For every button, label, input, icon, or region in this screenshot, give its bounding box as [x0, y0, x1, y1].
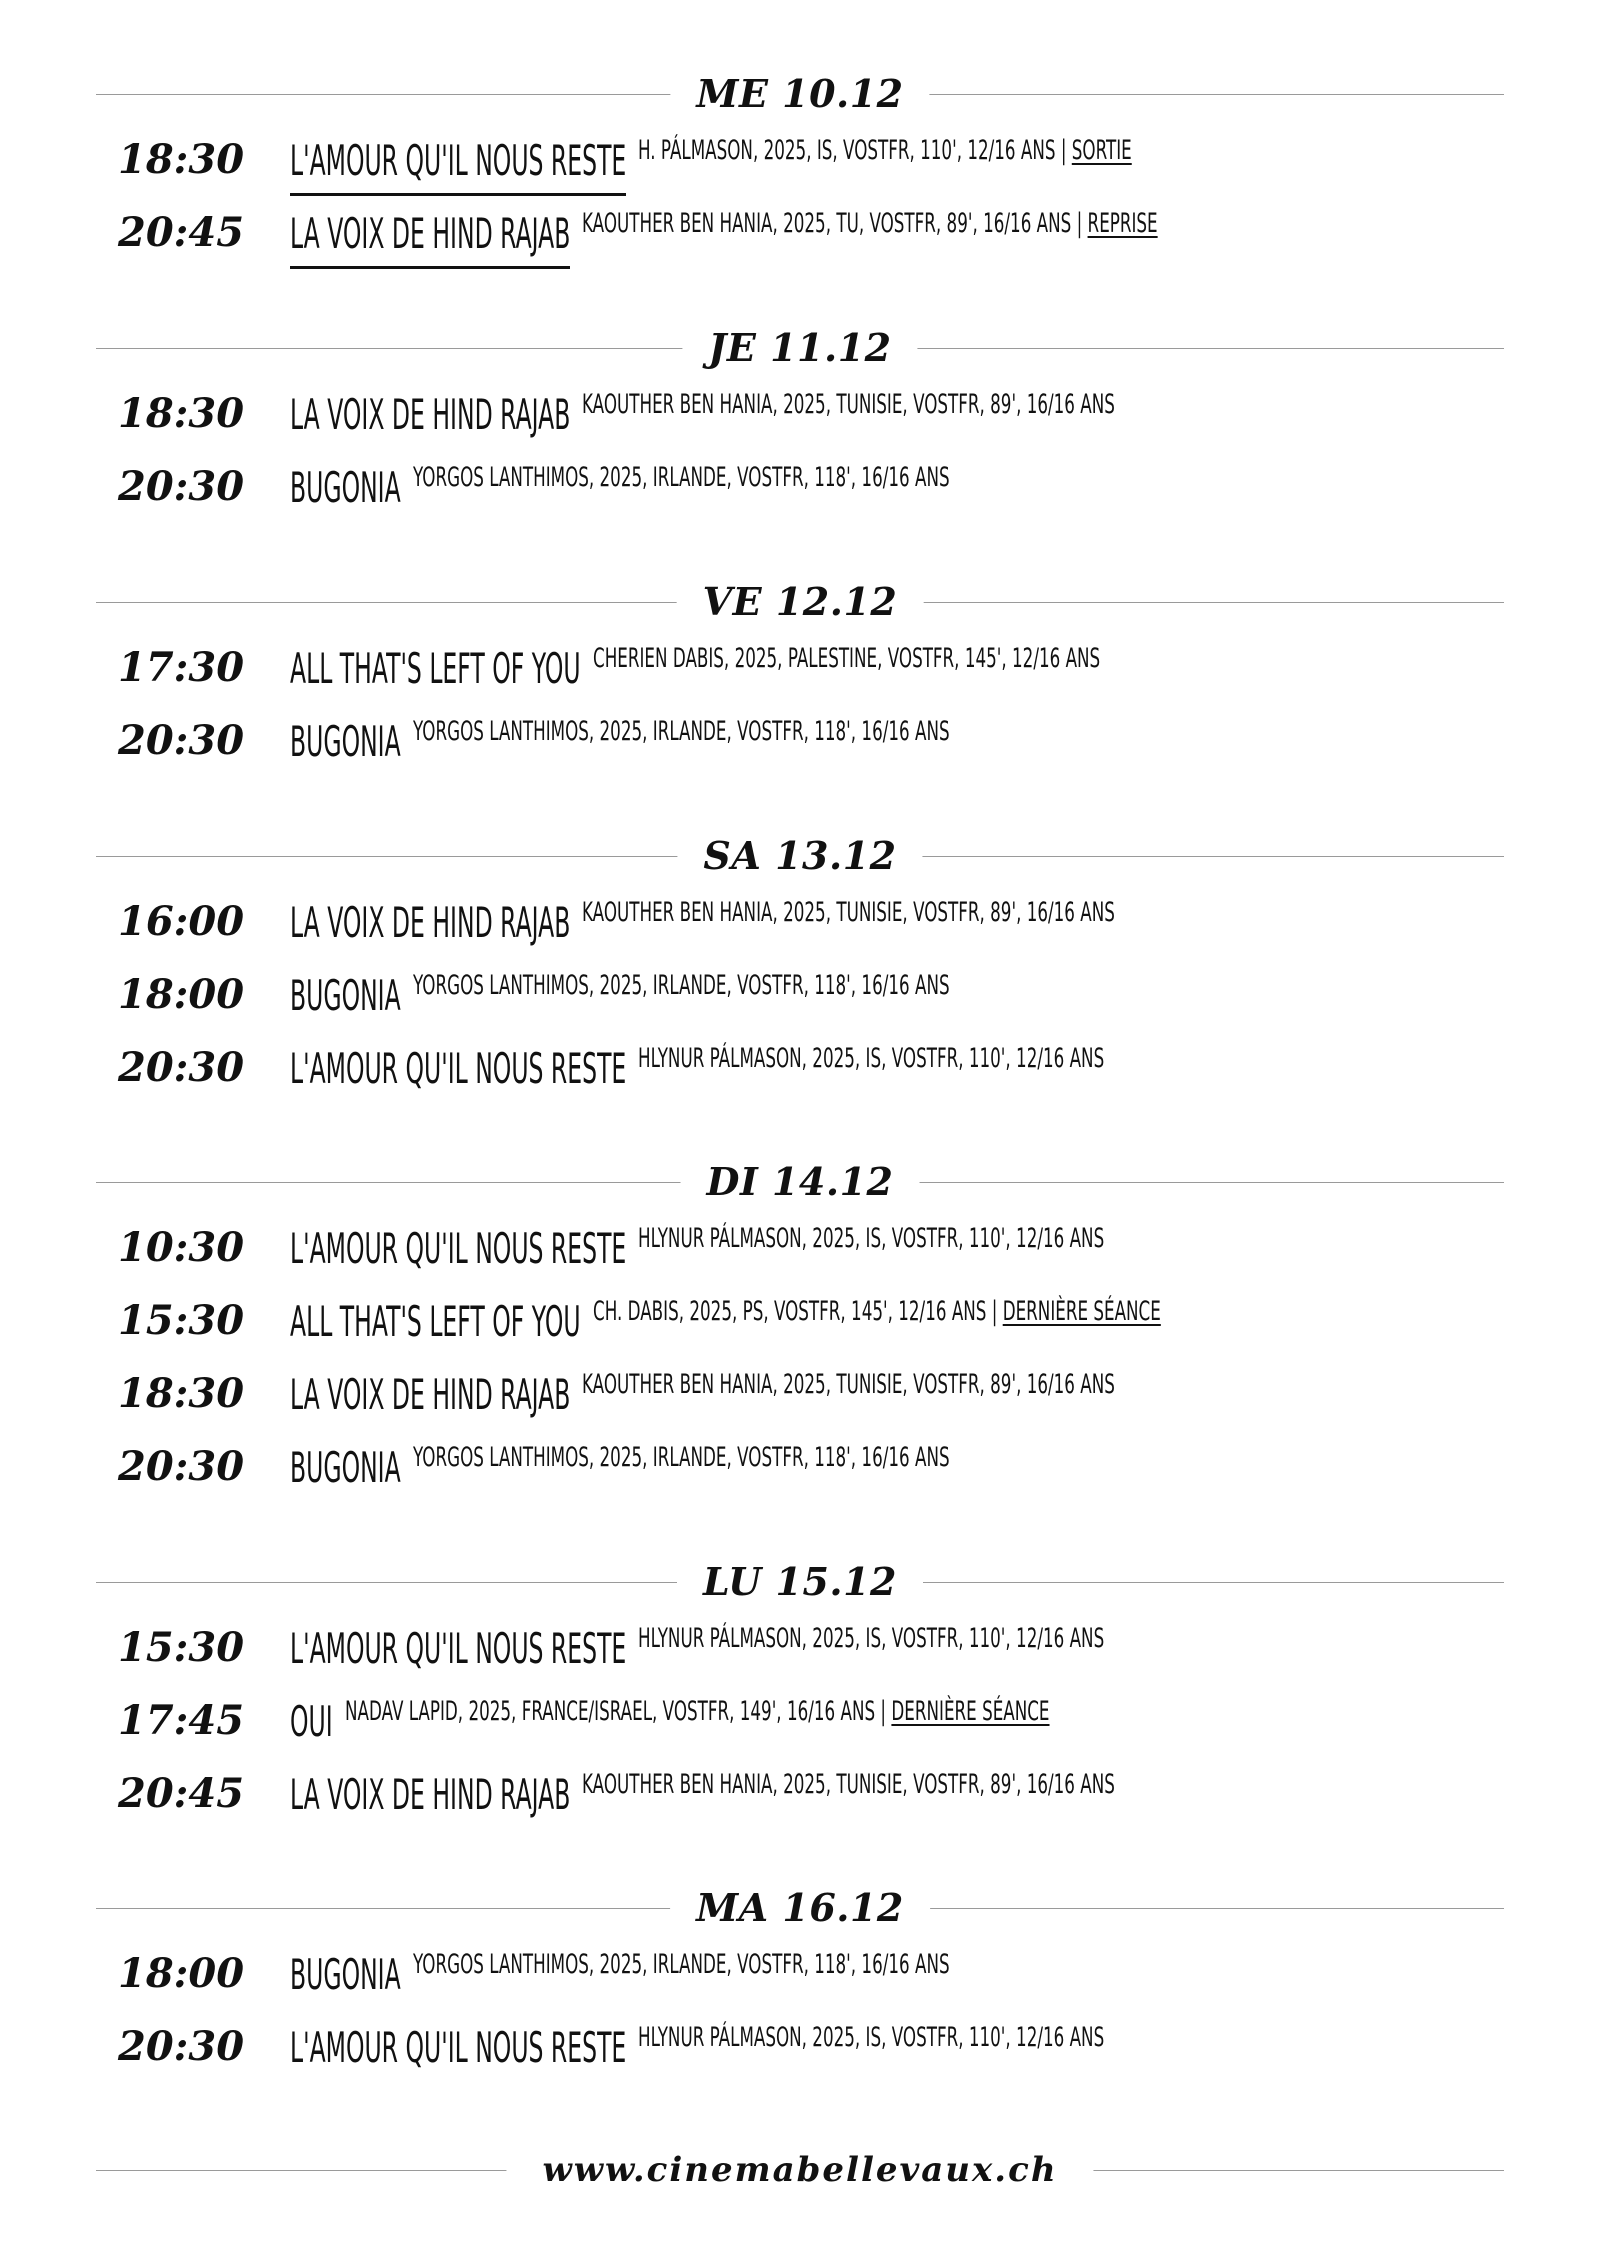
screening-row — [0, 451, 1600, 524]
film-title-box — [290, 1040, 626, 1102]
screening-row — [0, 197, 1600, 270]
film-meta: KAOUTHER BEN HANIA, 2025, TUNISIE, VOSTFR, 89', 16/16 ANS — [582, 389, 1116, 420]
film-meta — [593, 1295, 1161, 1329]
day-block — [0, 1152, 1600, 1504]
film-meta: CHERIEN DABIS, 2025, PALESTINE, VOSTFR, 145', 12/16 ANS — [592, 643, 1100, 674]
film-meta-box — [582, 1368, 1115, 1408]
screening-time: 18:30 — [118, 390, 245, 437]
film-title-box[interactable] — [290, 132, 626, 194]
film-title-box — [290, 386, 570, 448]
film-meta-box — [413, 1948, 950, 1988]
film-title-box — [290, 967, 401, 1029]
film-line — [290, 2019, 1105, 2081]
film-meta-text: KAOUTHER BEN HANIA, 2025, TU, VOSTFR, 89', 16/16 ANS | — [582, 208, 1083, 239]
film-title: L'AMOUR QU'IL NOUS RESTE — [290, 1044, 627, 1093]
film-title: OUI — [290, 1697, 333, 1746]
film-meta-text: NADAV LAPID, 2025, FRANCE/ISRAEL, VOSTFR, 149', 16/16 ANS | — [344, 1696, 886, 1727]
film-meta: YORGOS LANTHIMOS, 2025, IRLANDE, VOSTFR, 118', 16/16 ANS — [412, 1442, 950, 1473]
film-meta-box — [345, 1695, 1050, 1735]
film-meta: HLYNUR PÁLMASON, 2025, IS, VOSTFR, 110', 12/16 ANS — [638, 1043, 1105, 1074]
footer — [0, 2140, 1600, 2200]
film-title: L'AMOUR QU'IL NOUS RESTE — [290, 1224, 627, 1273]
screening-time: 20:30 — [118, 463, 245, 510]
film-title-box — [290, 2019, 626, 2081]
film-line — [290, 205, 1158, 267]
film-meta-box — [582, 207, 1158, 247]
screening-note[interactable]: SORTIE — [1072, 135, 1133, 166]
screening-row — [0, 886, 1600, 959]
film-title-box — [290, 894, 570, 956]
film-line — [290, 1040, 1105, 1102]
film-meta — [638, 134, 1132, 168]
film-meta-box — [413, 715, 950, 755]
screening-row — [0, 1358, 1600, 1431]
film-title: L'AMOUR QU'IL NOUS RESTE — [290, 1624, 627, 1673]
film-meta-box — [638, 2021, 1104, 2061]
film-meta-text: CH. DABIS, 2025, PS, VOSTFR, 145', 12/16 ANS | — [592, 1296, 997, 1327]
screening-time: 20:30 — [118, 2023, 245, 2070]
film-title-box — [290, 1293, 581, 1355]
film-title[interactable]: LA VOIX DE HIND RAJAB — [290, 209, 571, 258]
film-meta: YORGOS LANTHIMOS, 2025, IRLANDE, VOSTFR, 118', 16/16 ANS — [412, 970, 950, 1001]
screening-time: 20:30 — [118, 1044, 245, 1091]
film-title-box — [290, 1439, 401, 1501]
screening-row — [0, 959, 1600, 1032]
film-line — [290, 1693, 1049, 1755]
film-meta: KAOUTHER BEN HANIA, 2025, TUNISIE, VOSTFR, 89', 16/16 ANS — [582, 1369, 1116, 1400]
film-meta — [345, 1695, 1050, 1729]
film-line — [290, 459, 949, 521]
film-line — [290, 1293, 1160, 1355]
screening-row — [0, 1938, 1600, 2011]
screening-row — [0, 1285, 1600, 1358]
film-meta: YORGOS LANTHIMOS, 2025, IRLANDE, VOSTFR, 118', 16/16 ANS — [412, 716, 950, 747]
website-link[interactable]: www.cinemabellevaux.ch — [506, 2140, 1093, 2200]
screening-note[interactable]: DERNIÈRE SÉANCE — [1002, 1296, 1161, 1327]
screening-row — [0, 632, 1600, 705]
film-meta: YORGOS LANTHIMOS, 2025, IRLANDE, VOSTFR, 118', 16/16 ANS — [412, 462, 950, 493]
day-block — [0, 1878, 1600, 2084]
film-title-box — [290, 1693, 333, 1755]
film-title: LA VOIX DE HIND RAJAB — [290, 898, 571, 947]
screening-row — [0, 1032, 1600, 1105]
film-line — [290, 1766, 1115, 1828]
film-meta-box — [638, 1222, 1104, 1262]
film-title-box — [290, 459, 401, 521]
film-line — [290, 1946, 949, 2008]
day-header — [0, 1552, 1600, 1612]
day-block — [0, 318, 1600, 524]
film-title: BUGONIA — [290, 717, 401, 766]
film-meta-box — [638, 134, 1132, 174]
day-header — [0, 1152, 1600, 1212]
day-header — [0, 1878, 1600, 1938]
film-meta-box — [638, 1622, 1104, 1662]
film-line — [290, 132, 1132, 194]
film-title-box — [290, 1620, 626, 1682]
screening-time: 20:30 — [118, 1443, 245, 1490]
film-title: LA VOIX DE HIND RAJAB — [290, 1370, 571, 1419]
film-meta: HLYNUR PÁLMASON, 2025, IS, VOSTFR, 110', 12/16 ANS — [638, 2022, 1105, 2053]
screening-time: 18:00 — [118, 1950, 245, 1997]
film-title: LA VOIX DE HIND RAJAB — [290, 1770, 571, 1819]
film-title: ALL THAT'S LEFT OF YOU — [290, 644, 581, 693]
screening-time: 17:45 — [118, 1697, 245, 1744]
film-line — [290, 1220, 1105, 1282]
screening-time: 15:30 — [118, 1624, 245, 1671]
film-line — [290, 713, 949, 775]
film-meta: YORGOS LANTHIMOS, 2025, IRLANDE, VOSTFR, 118', 16/16 ANS — [412, 1949, 950, 1980]
screening-time: 20:45 — [118, 209, 245, 256]
screening-time: 17:30 — [118, 644, 245, 691]
day-label: JE 11.12 — [682, 318, 917, 378]
film-title: L'AMOUR QU'IL NOUS RESTE — [290, 2023, 627, 2072]
film-title-box — [290, 1220, 626, 1282]
film-title-box — [290, 1366, 570, 1428]
film-title-box[interactable] — [290, 205, 570, 267]
film-line — [290, 386, 1115, 448]
film-meta: KAOUTHER BEN HANIA, 2025, TUNISIE, VOSTFR, 89', 16/16 ANS — [582, 897, 1116, 928]
screening-row — [0, 1758, 1600, 1831]
day-label: SA 13.12 — [677, 826, 922, 886]
day-header — [0, 64, 1600, 124]
screening-time: 15:30 — [118, 1297, 245, 1344]
screening-note[interactable]: DERNIÈRE SÉANCE — [891, 1696, 1050, 1727]
film-title[interactable]: L'AMOUR QU'IL NOUS RESTE — [290, 136, 627, 185]
film-meta-box — [413, 969, 950, 1009]
screening-time: 20:45 — [118, 1770, 245, 1817]
film-title: BUGONIA — [290, 463, 401, 512]
film-meta-box — [413, 1441, 950, 1481]
day-label: ME 10.12 — [670, 64, 929, 124]
screening-note[interactable]: REPRISE — [1087, 208, 1159, 239]
screening-row — [0, 2011, 1600, 2084]
screening-row — [0, 1685, 1600, 1758]
film-meta-box — [582, 1768, 1115, 1808]
film-meta-box — [638, 1042, 1104, 1082]
film-line — [290, 1439, 949, 1501]
film-meta-text: H. PÁLMASON, 2025, IS, VOSTFR, 110', 12/16 ANS | — [638, 135, 1067, 166]
screening-row — [0, 705, 1600, 778]
screening-time: 18:30 — [118, 136, 245, 183]
film-title: BUGONIA — [290, 1950, 401, 1999]
film-title: ALL THAT'S LEFT OF YOU — [290, 1297, 581, 1346]
film-title: BUGONIA — [290, 1443, 401, 1492]
film-line — [290, 894, 1115, 956]
film-meta: HLYNUR PÁLMASON, 2025, IS, VOSTFR, 110', 12/16 ANS — [638, 1223, 1105, 1254]
screening-row — [0, 378, 1600, 451]
day-label: DI 14.12 — [681, 1152, 920, 1212]
screening-time: 10:30 — [118, 1224, 245, 1271]
film-meta-box — [582, 388, 1115, 428]
film-line — [290, 1620, 1105, 1682]
day-header — [0, 318, 1600, 378]
film-title-box — [290, 713, 401, 775]
day-block — [0, 64, 1600, 270]
day-header — [0, 572, 1600, 632]
day-label: MA 16.12 — [670, 1878, 930, 1938]
screening-row — [0, 124, 1600, 197]
film-title: LA VOIX DE HIND RAJAB — [290, 390, 571, 439]
film-meta-box — [413, 461, 950, 501]
film-meta-box — [593, 642, 1100, 682]
day-block — [0, 826, 1600, 1105]
film-line — [290, 640, 1100, 702]
day-block — [0, 1552, 1600, 1831]
day-block — [0, 572, 1600, 778]
day-label: VE 12.12 — [677, 572, 924, 632]
screening-row — [0, 1431, 1600, 1504]
day-header — [0, 826, 1600, 886]
film-meta-box — [582, 896, 1115, 936]
film-line — [290, 1366, 1115, 1428]
screening-time: 18:30 — [118, 1370, 245, 1417]
screening-time: 16:00 — [118, 898, 245, 945]
screening-row — [0, 1612, 1600, 1685]
screening-time: 18:00 — [118, 971, 245, 1018]
film-meta: KAOUTHER BEN HANIA, 2025, TUNISIE, VOSTFR, 89', 16/16 ANS — [582, 1769, 1116, 1800]
film-title-box — [290, 1766, 570, 1828]
film-meta-box — [593, 1295, 1161, 1335]
film-line — [290, 967, 949, 1029]
screening-time: 20:30 — [118, 717, 245, 764]
screening-row — [0, 1212, 1600, 1285]
film-title-box — [290, 640, 581, 702]
film-title: BUGONIA — [290, 971, 401, 1020]
film-meta: HLYNUR PÁLMASON, 2025, IS, VOSTFR, 110', 12/16 ANS — [638, 1623, 1105, 1654]
day-label: LU 15.12 — [677, 1552, 923, 1612]
film-title-box — [290, 1946, 401, 2008]
film-meta — [582, 207, 1158, 241]
